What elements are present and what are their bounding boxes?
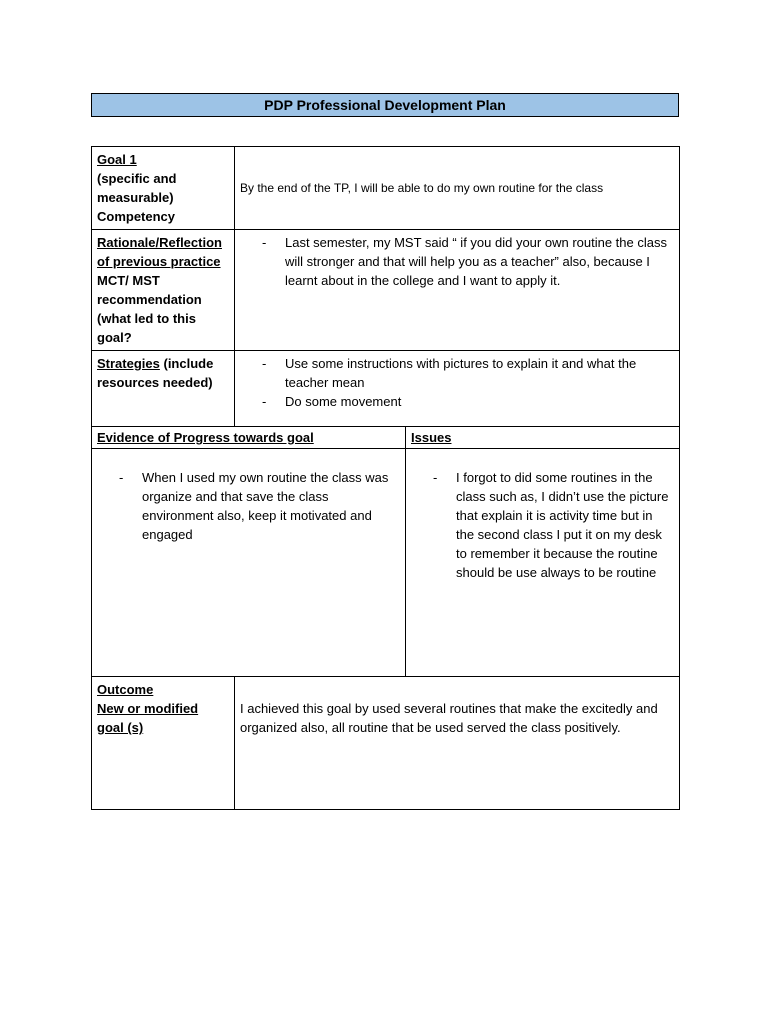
rationale-label-cell — [92, 230, 235, 351]
outcome-label-cell — [92, 677, 235, 810]
strategies-label-rest: (include — [159, 356, 214, 371]
outcome-row — [92, 677, 680, 810]
strategies-label-cell — [92, 351, 235, 427]
rationale-text-cell — [235, 230, 680, 351]
evidence-list — [97, 468, 400, 544]
strategies-list — [240, 354, 674, 411]
rationale-label-line: recommendation — [97, 292, 202, 307]
goal-text-cell — [235, 147, 680, 230]
outcome-text: I achieved this goal by used several routines that make the excitedly and organized also, all routine that be used served the class positively. — [240, 701, 658, 735]
plan-table — [91, 146, 680, 810]
evidence-header-row — [92, 427, 680, 449]
list-item: - Use some instructions with pictures to explain it and what the teacher mean — [240, 354, 674, 392]
list-item: - Last semester, my MST said “ if you did your own routine the class will stronger and that will help you as a teacher” also, because I learnt about in the college and I want to apply it. — [240, 233, 674, 290]
outcome-label-line: New or modified — [97, 701, 199, 716]
rationale-label-line: goal? — [97, 330, 132, 345]
strategies-row — [92, 351, 680, 427]
evidence-header-cell — [92, 427, 406, 449]
issues-header: Issues — [411, 430, 452, 445]
issues-text-cell — [406, 449, 680, 677]
rationale-list — [240, 233, 674, 290]
rationale-label-line: MCT/ MST — [97, 273, 160, 288]
strategies-label-title: Strategies — [97, 356, 160, 371]
outcome-text-cell — [235, 677, 680, 810]
list-item: - When I used my own routine the class was organize and that save the class environment also, keep it motivated and engaged — [97, 468, 400, 544]
evidence-header: Evidence of Progress towards goal — [97, 430, 314, 445]
strategies-text-cell — [235, 351, 680, 427]
goal-label-title: Goal 1 — [97, 152, 137, 167]
issues-header-cell — [406, 427, 680, 449]
goal-label-line: Competency — [97, 209, 176, 224]
goal-text: By the end of the TP, I will be able to do my own routine for the class — [240, 181, 604, 195]
outcome-label-line: Outcome — [97, 682, 154, 697]
issues-list — [411, 468, 674, 582]
rationale-label-line: Rationale/Reflection — [97, 235, 222, 250]
outcome-label-line: goal (s) — [97, 720, 144, 735]
evidence-text-cell — [92, 449, 406, 677]
strategies-label-line: resources needed) — [97, 375, 213, 390]
goal-label-cell — [92, 147, 235, 230]
rationale-row — [92, 230, 680, 351]
rationale-label-line: (what led to this — [97, 311, 196, 326]
page-title: PDP Professional Development Plan — [91, 93, 679, 117]
goal-label-line: measurable) — [97, 190, 174, 205]
goal-label-line: (specific and — [97, 171, 177, 186]
evidence-row — [92, 449, 680, 677]
rationale-label-line: of previous practice — [97, 254, 221, 269]
list-item: - I forgot to did some routines in the class such as, I didn’t use the picture that explain it is activity time but in the second class I put it on my desk to remember it because the routine should be use always to be routine — [411, 468, 674, 582]
list-item: - Do some movement — [240, 392, 674, 411]
goal-row — [92, 147, 680, 230]
